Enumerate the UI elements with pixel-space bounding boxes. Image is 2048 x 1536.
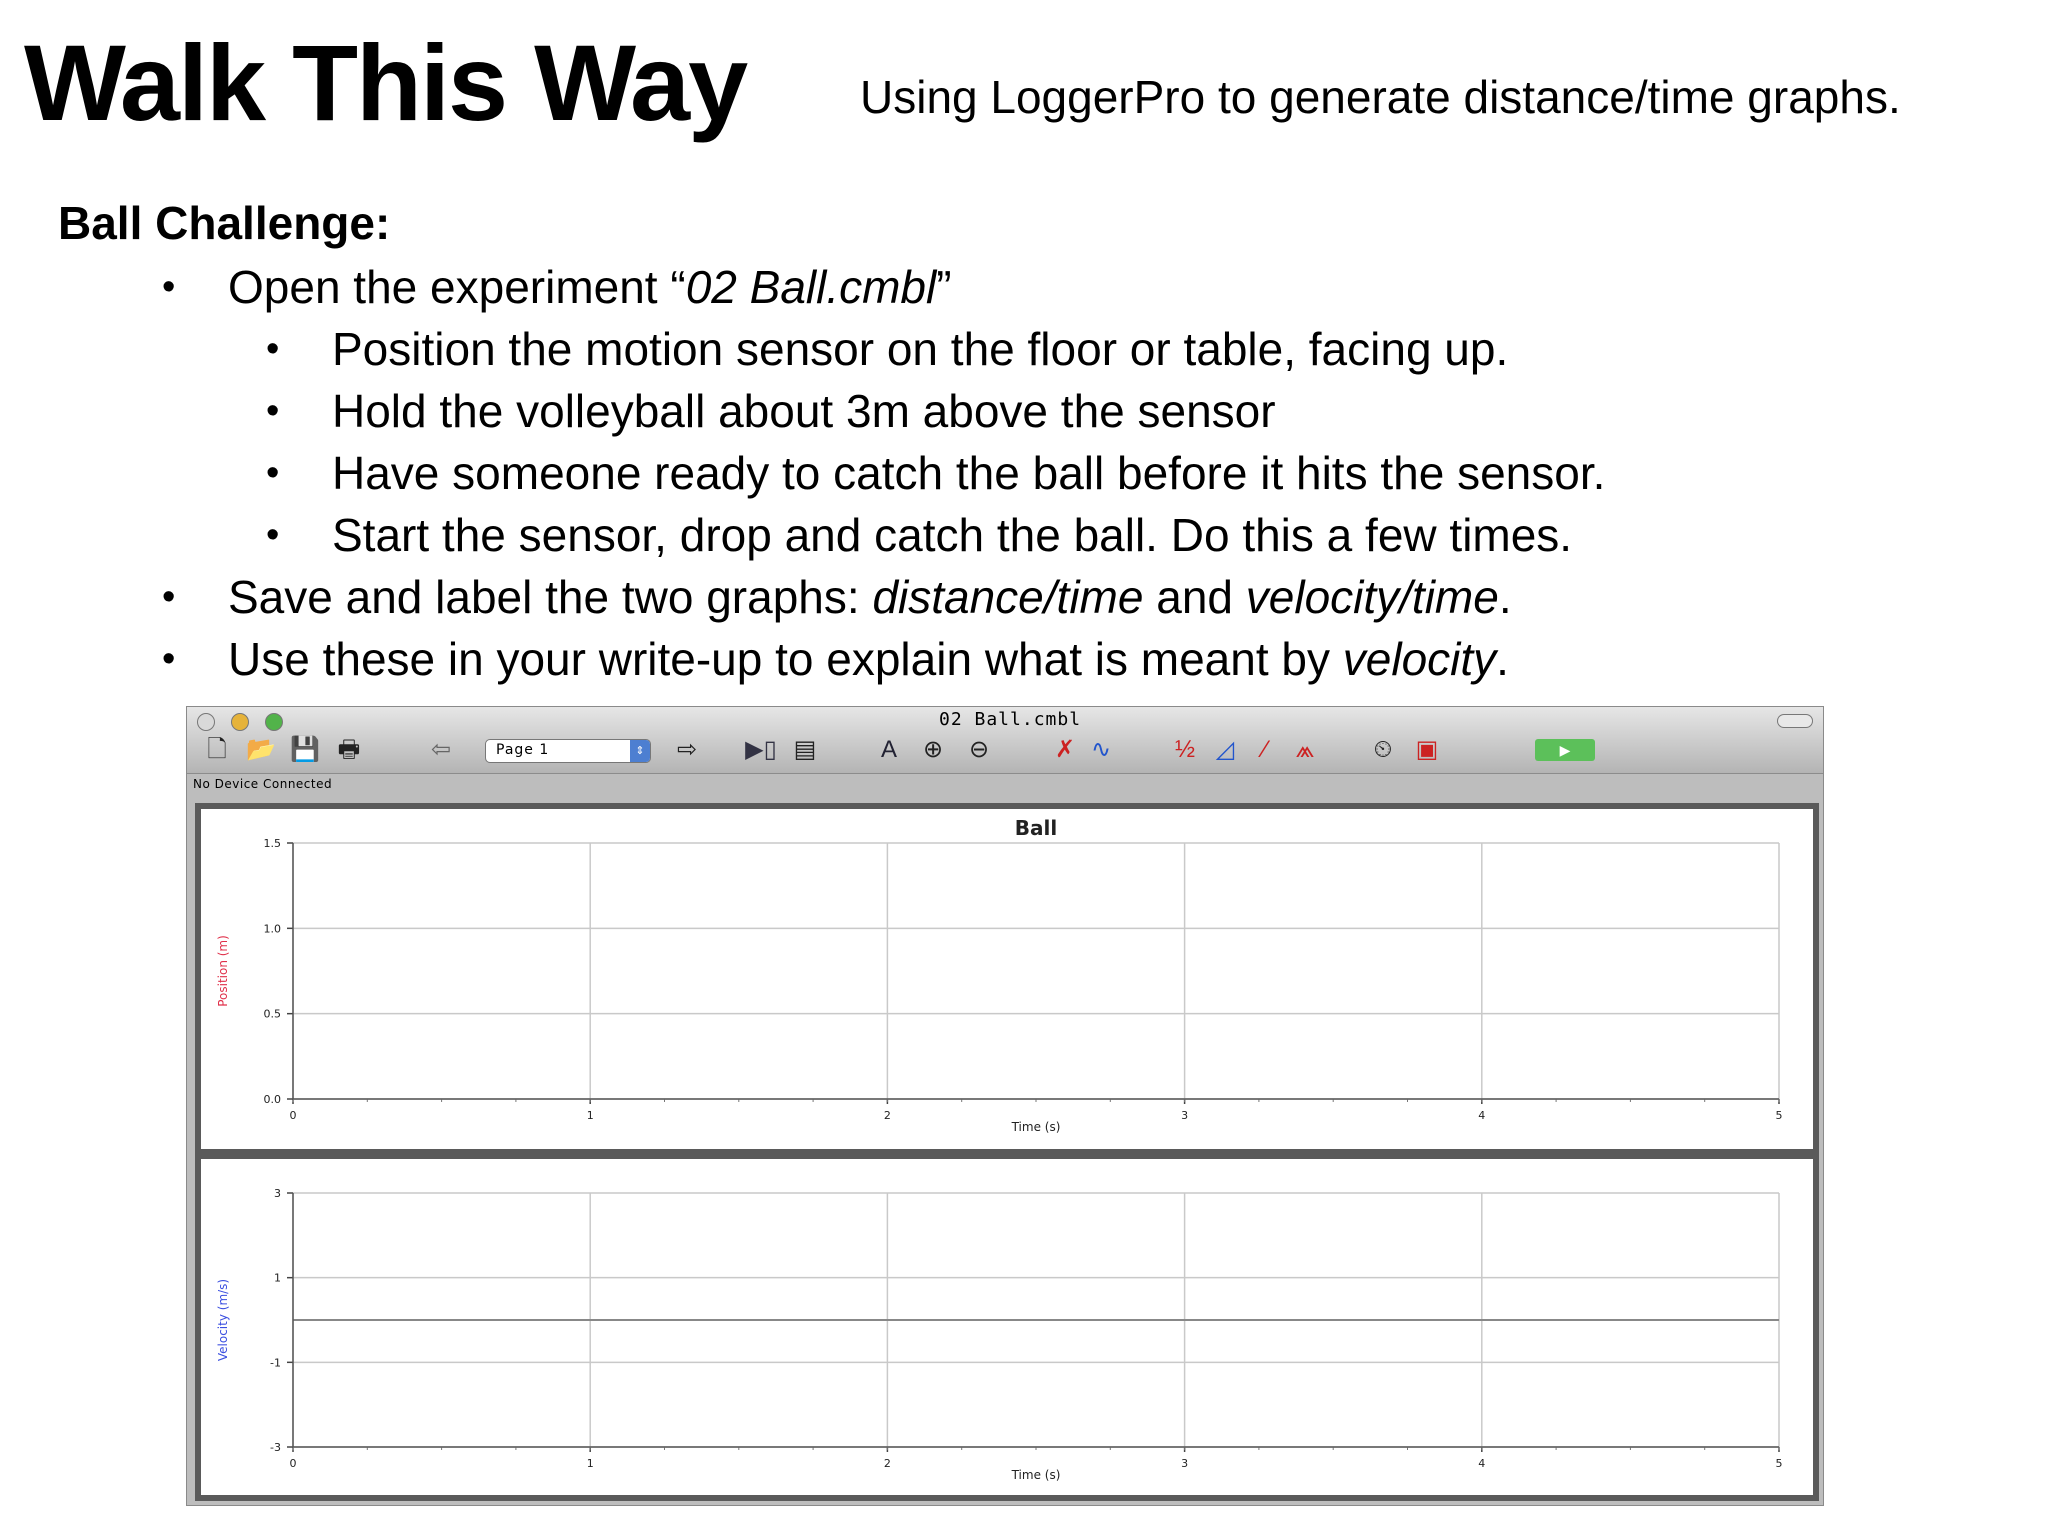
x-tick-label: 0 bbox=[289, 1457, 297, 1470]
bullet-open-experiment bbox=[228, 256, 952, 318]
y-tick-label: 3 bbox=[274, 1187, 281, 1200]
next-page-icon[interactable]: ⇨ bbox=[676, 736, 698, 763]
bullet-use-writeup bbox=[228, 628, 1509, 690]
experiment-filename: 02 Ball.cmbl bbox=[685, 261, 937, 313]
bullet-text: Use these in your write-up to explain what is meant by bbox=[228, 633, 1343, 685]
sub-bullet: Start the sensor, drop and catch the ball. Do this a few times. bbox=[332, 509, 1573, 561]
bullet-dot: • bbox=[162, 576, 176, 618]
new-file-icon[interactable]: 🗋 bbox=[207, 736, 227, 763]
x-tick-label: 2 bbox=[883, 1457, 891, 1470]
slide-title: Walk This Way bbox=[24, 22, 747, 143]
page-selector-value: Page 1 bbox=[496, 742, 550, 758]
y-tick-label: 0.0 bbox=[263, 1093, 281, 1106]
bullet-text: and bbox=[1143, 571, 1246, 623]
loggerpro-window bbox=[186, 706, 1824, 1506]
x-tick-label: 4 bbox=[1478, 1109, 1486, 1122]
data-browser-icon[interactable]: ▶▯ bbox=[745, 736, 777, 763]
data-collection-icon[interactable]: ⏲ bbox=[1373, 736, 1393, 763]
bullet-save-graphs bbox=[228, 566, 1512, 628]
x-axis-label: Time (s) bbox=[1011, 1468, 1061, 1482]
y-tick-label: 1.5 bbox=[263, 837, 281, 850]
chevron-updown-icon: ⇕ bbox=[630, 740, 650, 762]
x-tick-label: 5 bbox=[1775, 1109, 1783, 1122]
x-tick-label: 4 bbox=[1478, 1457, 1486, 1470]
y-tick-label: 1.0 bbox=[263, 922, 281, 936]
y-axis-label: Velocity (m/s) bbox=[216, 1278, 230, 1362]
x-tick-label: 3 bbox=[1181, 1457, 1189, 1470]
slide-subtitle: Using LoggerPro to generate distance/time graphs. bbox=[860, 71, 1901, 123]
print-icon[interactable]: 🖶 bbox=[337, 736, 361, 763]
y-tick-label: 1 bbox=[274, 1271, 281, 1285]
tangent-icon[interactable]: ∿ bbox=[1090, 736, 1112, 763]
graph-title: Ball bbox=[1014, 816, 1058, 840]
x-axis-label: Time (s) bbox=[1011, 1120, 1061, 1134]
zoom-out-icon[interactable]: ⊖ bbox=[968, 736, 990, 763]
bullet-text: ” bbox=[936, 261, 952, 313]
bullet-dot: • bbox=[162, 638, 176, 680]
emphasis-velocity-time: velocity/time bbox=[1245, 571, 1499, 623]
window-title: 02 Ball.cmbl bbox=[939, 709, 1082, 730]
curve-fit-icon[interactable]: ⩕ bbox=[1295, 736, 1315, 763]
device-status: No Device Connected bbox=[193, 777, 333, 791]
graph-area bbox=[187, 707, 1823, 1505]
y-tick-label: 0.5 bbox=[263, 1007, 281, 1021]
bullet-dot: • bbox=[266, 390, 280, 432]
x-tick-label: 0 bbox=[289, 1109, 297, 1122]
save-icon[interactable]: 💾 bbox=[290, 736, 320, 763]
examine-icon[interactable]: ✗ bbox=[1054, 736, 1076, 763]
bullet-dot: • bbox=[266, 452, 280, 494]
open-folder-icon[interactable]: 📂 bbox=[246, 736, 276, 763]
x-tick-label: 3 bbox=[1181, 1109, 1189, 1122]
bullet-text: . bbox=[1498, 571, 1512, 623]
velocity-graph-panel[interactable] bbox=[201, 1159, 1813, 1495]
sub-bullet: Have someone ready to catch the ball before it hits the sensor. bbox=[332, 447, 1606, 499]
position-graph-panel[interactable] bbox=[201, 809, 1813, 1149]
x-tick-label: 1 bbox=[586, 1109, 594, 1122]
previous-page-icon[interactable]: ⇦ bbox=[430, 736, 452, 763]
emphasis-distance-time: distance/time bbox=[872, 571, 1144, 623]
y-axis-label: Position (m) bbox=[216, 935, 230, 1007]
y-tick-label: -1 bbox=[270, 1356, 281, 1370]
bullet-dot: • bbox=[266, 514, 280, 556]
statistics-icon[interactable]: ◿ bbox=[1215, 736, 1235, 763]
section-heading: Ball Challenge: bbox=[58, 197, 391, 249]
bullet-text: Open the experiment “ bbox=[228, 261, 686, 313]
autoscale-icon[interactable]: A bbox=[880, 736, 897, 763]
sub-bullet: Position the motion sensor on the floor or table, facing up. bbox=[332, 323, 1509, 375]
replay-icon[interactable]: ▣ bbox=[1415, 736, 1439, 763]
bullet-dot: • bbox=[266, 328, 280, 370]
bullet-text: . bbox=[1496, 633, 1509, 685]
lab-notebook-icon[interactable]: ▤ bbox=[793, 736, 817, 763]
bullet-dot: • bbox=[162, 266, 176, 308]
x-tick-label: 2 bbox=[883, 1109, 891, 1122]
x-tick-label: 1 bbox=[586, 1457, 594, 1470]
zoom-in-icon[interactable]: ⊕ bbox=[922, 736, 944, 763]
integral-icon[interactable]: ½ bbox=[1174, 736, 1195, 763]
collect-button[interactable]: ▶ bbox=[1535, 739, 1595, 761]
x-tick-label: 5 bbox=[1775, 1457, 1783, 1470]
bullet-text: Save and label the two graphs: bbox=[228, 571, 873, 623]
y-tick-label: -3 bbox=[270, 1441, 281, 1454]
linear-fit-icon[interactable]: ⁄ bbox=[1262, 736, 1267, 763]
sub-bullet: Hold the volleyball about 3m above the sensor bbox=[332, 385, 1276, 437]
emphasis-velocity: velocity bbox=[1342, 633, 1497, 685]
